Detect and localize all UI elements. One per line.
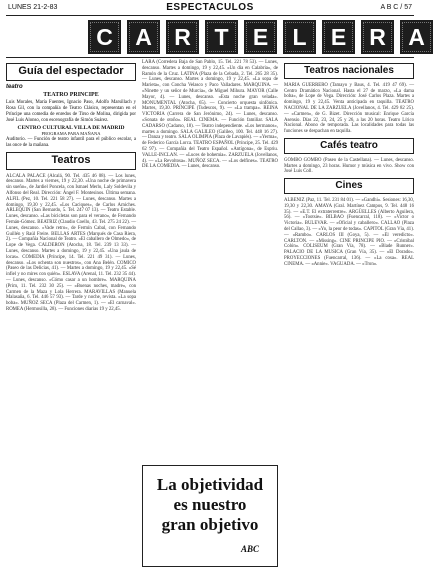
principe-title: TEATRO PRINCIPE [43, 91, 99, 98]
banner-letter: C [96, 23, 113, 50]
cines-title: Cines [284, 178, 414, 194]
banner-letter-cell [205, 20, 238, 54]
banner-letter-cell [400, 20, 433, 54]
banner-letter: E [252, 23, 269, 50]
cartelera-banner [6, 17, 425, 58]
banner-letters [88, 20, 433, 54]
middle-listings: LARA (Corredera Baja de San Pablo, 15. Tel. 221 78 53). — Lunes, descanso. Martes a domingo, 19 y 22,45. «Un día en Calabria», de Ramón de la Cruz. LATINA (Plaza de la Cebada, 2. Tel. 265 28 35). — Lunes, descanso. Martes a domingo, 19 y 22,45. «La sopa de Marieta», con Concha Velasco y Paco Valladares. MARQUINA. — «Ninette y un señor de Murcia», de Miguel Mihura. MAYOR (Calle Mayor, 4). — Lunes, descanso. «Esta noche gran velada». MONUMENTAL (Atocha, 65). — Concierto orquesta sinfónica. Martes, 19,30. PRINCIPE (Tudescos, 9). — «La trampa». REINA VICTORIA (Carrera de San Jerónimo, 24). — Lunes, descanso. «Sonata de otoño». REAL CINEMA. — Función familiar. SALA CADARSO (Cadarso, 18). — Teatro independiente. «Los hermanos», martes a domingo. SALA GALILEO (Galileo, 100. Tel. 448 16 27). — Danza y teatro. SALA OLIMPIA (Plaza de Lavapiés). — «Yerma», de Federico García Lorca. TEATRO ESPAÑOL (Príncipe, 25. Tel. 429 62 97). — Compañía del Teatro Español. «Antígona», de Espriu. VALLE-INCLAN. — «Luces de bohemia». ZARZUELA (Jovellanos, 4). — «La Revoltosa». MUÑOZ SECA. — «Los delfines». TEATRO DE LA COMEDIA. — Lunes, descanso. [142, 60, 278, 170]
banner-letter: R [174, 23, 191, 50]
principe-text: Luis Morales, María Fuentes, Ignacio Paso, Adolfo Marsillach y Rosa Gil, con la compañía de Teatro Clásico, representan en el Príncipe una comedia de enredos de Tirso de Molina, dirigida por José Luis Alonso, con escenografía de Simón Suárez. [6, 100, 136, 123]
ad-brand: ABC [240, 544, 259, 554]
abc-advertisement [142, 465, 278, 567]
banner-letter-cell [88, 20, 121, 54]
header-date: LUNES 21-2-83 [8, 4, 58, 11]
villa-text: Auditorio. — Función de teatro infantil para el público escolar, a las once de la mañana. [6, 137, 136, 148]
nacionales-title: Teatros nacionales [284, 63, 414, 79]
banner-letter-cell [244, 20, 277, 54]
column-left [6, 60, 136, 568]
ad-line-3: gran objetivo [161, 515, 259, 534]
villa-title: CENTRO CULTURAL VILLA DE MADRID [17, 124, 125, 131]
ad-line-2: es nuestro [173, 495, 247, 514]
banner-letter: T [214, 23, 229, 50]
section-title: ESPECTACULOS [166, 2, 254, 13]
cines-text: ALBENIZ (Paz, 11. Tel. 231 84 01). — «Gandhi». Sesiones: 16,30, 19,30 y 22,30. AMAYA (Gral. Martínez Campos, 9. Tel. 448 16 35). — «E.T. El extraterrestre». ARGÜELLES (Alberto Aguilera, 56). — «Tootsie». BILBAO (Fuencarral, 118). — «Victor o Victoria». BULEVAR. — «Oficial y caballero». CALLAO (Plaza del Callao, 3). — «Yo, la peor de todas». CAPITOL (Gran Vía, 41). — «Rambo». CARLOS III (Goya, 5). — «El veredicto». CARLTON. — «Missing». CINE PRINCIPE PIO. — «Cristóbal Colón». COLISEUM (Gran Vía, 78). — «Blade Runner». PALACIO DE LA MUSICA (Gran Vía, 35). — «El Dorado». PROYECCIONES (Fuencarral, 136). — «La cosa». REAL CINEMA. — «Annie». VAGUADA. — «Tron». [284, 197, 414, 267]
villa-subtitle: PROGRAMA PARA MAÑANA [41, 131, 101, 137]
banner-letter: E [330, 23, 347, 50]
page-header [6, 3, 414, 16]
ad-line-1: La objetividad [156, 475, 264, 494]
cafes-text: GOMBO GOMBO (Paseo de la Castellana). — Lunes, descanso. Martes a domingo, 23 horas. Humor y música en vivo. Show con José Luis Coll. [284, 157, 414, 175]
guide-subtitle-teatro: teatro [6, 83, 23, 90]
guide-title: Guía del espectador [6, 63, 136, 81]
page-number: A B C / 57 [380, 4, 412, 11]
banner-letter: A [408, 23, 425, 50]
column-right [284, 60, 414, 568]
banner-letter-cell [127, 20, 160, 54]
teatros-listings: ALCALA PALACE (Alcalá, 90. Tel. 435 46 08). — Los lunes, descanso. Martes a viernes, 19 y 22,30. «Una noche de primavera sin sueño», de Jardiel Poncela, con Ismael Merlo, Laly Soldevila y Alfonso del Real. Dirección: Ángel F. Montesinos. Última semana. ALFIL (Pez, 10. Tel. 221 58 27). — Lunes, descanso. Martes a domingo, 19,30 y 22,45. «Los Caciques», de Carlos Arniches. ARLEQUIN (San Bernardo, 5. Tel. 247 07 13). — Teatro Estable. Lunes, descanso. «Las bicicletas son para el verano», de Fernando Fernán-Gómez. BEATRIZ (Claudio Coello, 43. Tel. 275 24 22). — Lunes, descanso. «Vade retro», de Fermín Cabal, con Fernando Guillén y Raúl Freire. BELLAS ARTES (Marqués de Casa Riera, 2). — Compañía Nacional de Teatro. «El caballero de Olmedo», de Lope de Vega. CALDERON (Atocha, 18. Tel. 239 13 33). — Lunes, descanso. Martes a domingo, 19 y 22,45. «Una jaula de locas». COMEDIA (Príncipe, 14. Tel. 221 49 31). — Lunes, descanso. «Los ochenta son nuestros», con Ana Belén. COMICO (Paseo de las Delicias, 41). — Martes a domingo, 19 y 22,45. «Sé infiel y no mires con quién». ESLAVA (Arenal, 11. Tel. 232 35 44). — Lunes, descanso. «Cómo casar a un hombre». MARQUINA (Prim, 11. Tel. 232 30 25). — «Buenas noches, madre», con Carmen de la Maza y Lola Herrera. MARAVILLAS (Manuela Malasaña, 6. Tel. 446 57 93). — Tarde y noche, revista. «La sopa boba». MUÑOZ SECA (Plaza del Carmen, 1). — «El carnaval». ROMEA (Hermosilla, 28). — Funciones diarias 19 y 22,45. [6, 173, 136, 312]
banner-letter: L [292, 23, 307, 50]
banner-letter: R [369, 23, 386, 50]
banner-letter-cell [322, 20, 355, 54]
column-middle [142, 60, 278, 462]
banner-letter: A [135, 23, 152, 50]
cafes-title: Cafés teatro [284, 138, 414, 154]
teatros-title: Teatros [6, 152, 136, 170]
banner-letter-cell [283, 20, 316, 54]
banner-letter-cell [166, 20, 199, 54]
banner-letter-cell [361, 20, 394, 54]
nacionales-text: MARIA GUERRERO (Tamayo y Baus, 4. Tel. 419 47 69). — Centro Dramático Nacional. Hasta el 27 de marzo, «La dama boba», de Lope de Vega. Dirección: José Carlos Plaza. Martes a domingo, 19 y 22,45. Venta anticipada en taquilla. TEATRO NACIONAL DE LA ZARZUELA (Jovellanos, 4. Tel. 429 82 25). — «Carmen», de G. Bizet. Dirección musical: Enrique García Asensio. Días 22, 23, 24, 25 y 26, a las 20 horas. Teatro Lírico Nacional. Abono de temporada. Las localidades para todas las funciones se despachan en taquilla. [284, 82, 414, 135]
